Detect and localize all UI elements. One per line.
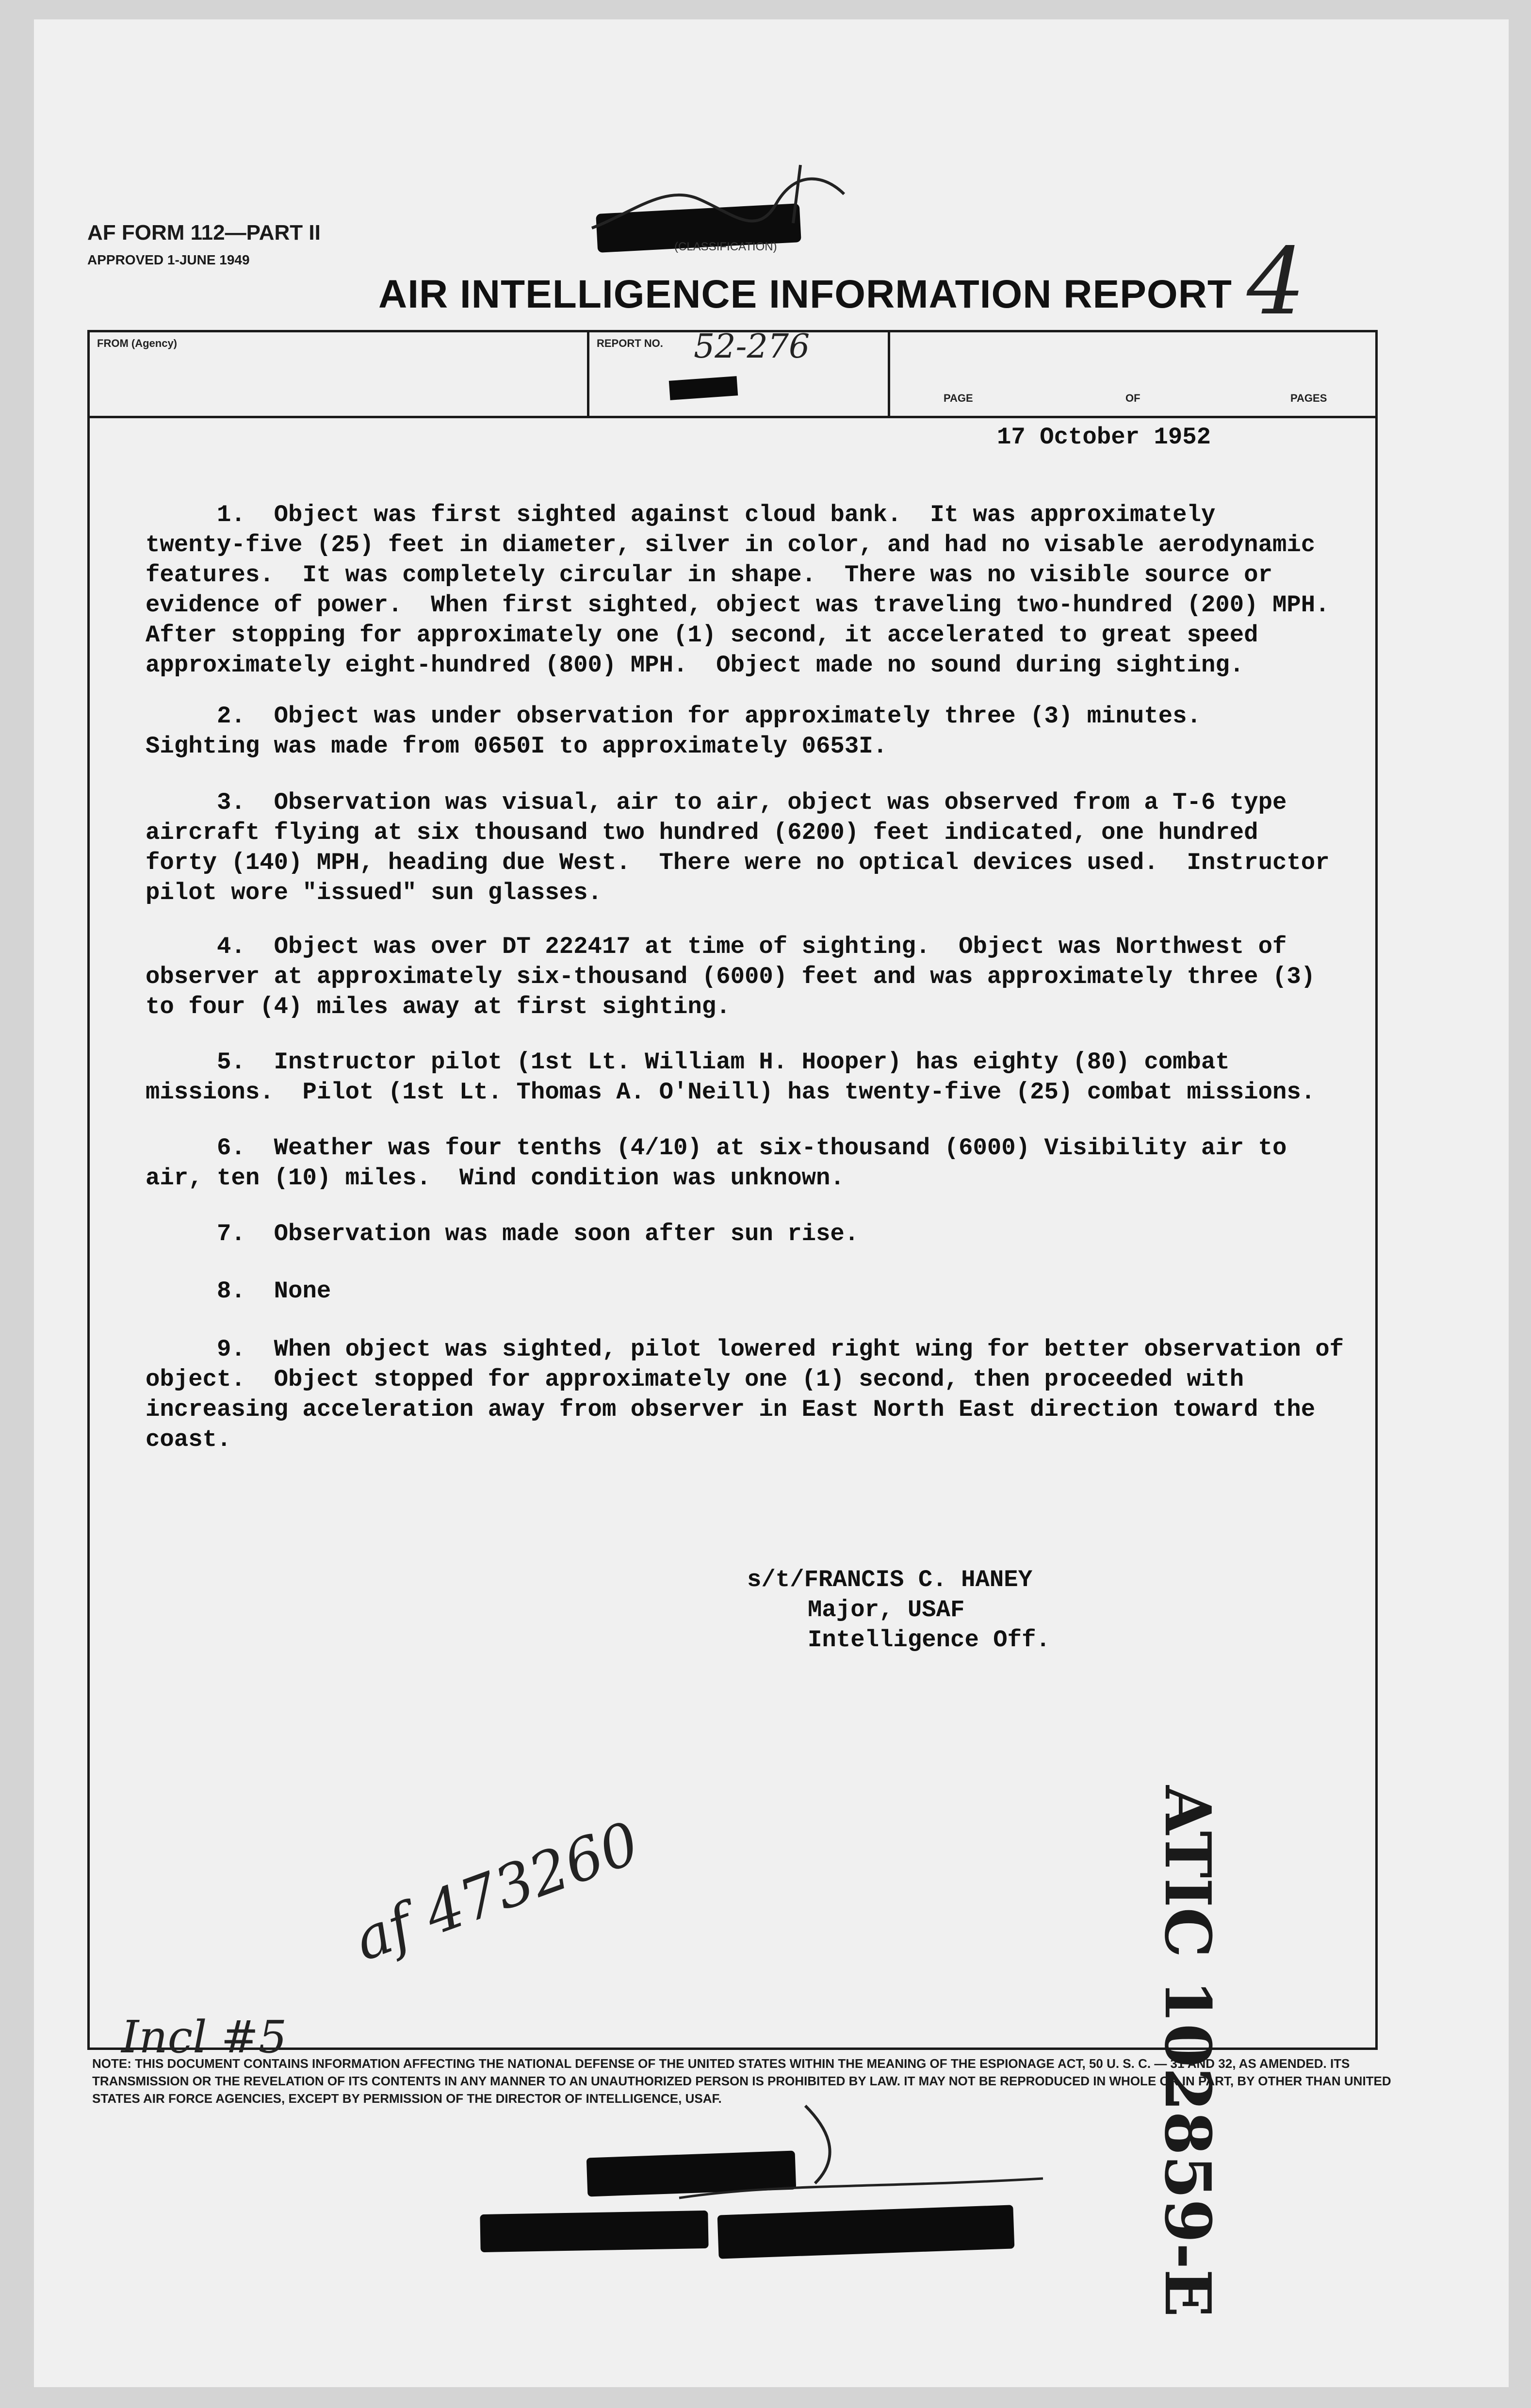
- signature-rank: Major, USAF: [808, 1596, 965, 1623]
- paragraph-6: 6. Weather was four tenths (4/10) at six-thousand (6000) Visibility air to air, ten (10) miles. Wind condition was unknown.: [146, 1134, 1287, 1192]
- inclosure-note: Incl #5: [121, 2011, 287, 2063]
- report-date: 17 October 1952: [997, 424, 1211, 451]
- signature-title: Intelligence Off.: [808, 1626, 1050, 1654]
- corner-page-mark: 4: [1247, 228, 1305, 335]
- paragraph-4: 4. Object was over DT 222417 at time of sighting. Object was Northwest of observer at approximately six-thousand (6000) feet and was approximately three (3) to four (4) miles away at first sighting.: [146, 933, 1316, 1020]
- paragraph-3: 3. Observation was visual, air to air, object was observed from a T-6 type aircraft flying at six thousand two hundred (6200) feet indicated, one hundred forty (140) MPH, heading due West. There were no optical devices used. Instructor pilot wore "issued" sun glasses.: [146, 789, 1330, 906]
- pages-label: PAGES: [1290, 392, 1327, 404]
- classification-caption: (CLASSIFICATION): [674, 240, 777, 253]
- header-divider-2: [888, 330, 890, 418]
- paragraph-7: 7. Observation was made soon after sun rise.: [146, 1220, 859, 1247]
- report-no-label: REPORT NO.: [597, 337, 663, 349]
- of-label: OF: [1125, 392, 1140, 404]
- espionage-notice: NOTE: THIS DOCUMENT CONTAINS INFORMATION AFFECTING THE NATIONAL DEFENSE OF THE UNITED STATES WITHIN THE MEANING OF THE ESPIONAGE ACT, 50 U. S. C. — 31 AND 32, AS AMENDED. ITS TRANSMISSION OR THE REVELATION OF ITS CONTENTS IN ANY MANNER TO AN UNAUTHORIZED PERSON IS PROHIBITED BY LAW. IT MAY NOT BE REPRODUCED IN WHOLE OR IN PART, BY OTHER THAN UNITED STATES AIR FORCE AGENCIES, EXCEPT BY PERMISSION OF THE DIRECTOR OF INTELLIGENCE, USAF.: [92, 2056, 1391, 2106]
- from-label: FROM (Agency): [97, 337, 177, 349]
- signature-name: s/t/FRANCIS C. HANEY: [747, 1566, 1033, 1593]
- paragraph-9: 9. When object was sighted, pilot lowered right wing for better observation of object. Object stopped for approximately one (1) second, then proceeded with increasing acceleration away from observer in East North East direction toward the coast.: [146, 1336, 1344, 1453]
- page-label: PAGE: [944, 392, 973, 404]
- paragraph-2: 2. Object was under observation for approximately three (3) minutes. Sighting was made from 0650I to approximately 0653I.: [146, 703, 1201, 760]
- paragraph-1: 1. Object was first sighted against cloud bank. It was approximately twenty-five (25) feet in diameter, silver in color, and had no visable aerodynamic features. It was completely circular in shape. There was no visible source or evidence of power. When first sighted, object was traveling two-hundred (200) MPH. After stopping for approximately one (1) second, it accelerated to great speed approximately eight-hundred (800) MPH. Object made no sound during sighting.: [146, 501, 1330, 679]
- form-number: AF FORM 112—PART II: [87, 221, 321, 245]
- paragraph-5: 5. Instructor pilot (1st Lt. William H. Hooper) has eighty (80) combat missions. Pilot (1st Lt. Thomas A. O'Neill) has twenty-five (25) combat missions.: [146, 1048, 1316, 1106]
- form-approval-date: APPROVED 1-JUNE 1949: [87, 252, 250, 267]
- atic-number: ATIC 102859-E: [1151, 1786, 1225, 2317]
- header-divider-1: [587, 330, 589, 418]
- accession-number: af 473260: [345, 1809, 648, 1974]
- paragraph-8: 8. None: [146, 1278, 331, 1305]
- report-no-value: 52-276: [694, 328, 810, 366]
- bottom-scribble: [534, 2086, 1116, 2222]
- report-title: AIR INTELLIGENCE INFORMATION REPORT: [378, 272, 1233, 316]
